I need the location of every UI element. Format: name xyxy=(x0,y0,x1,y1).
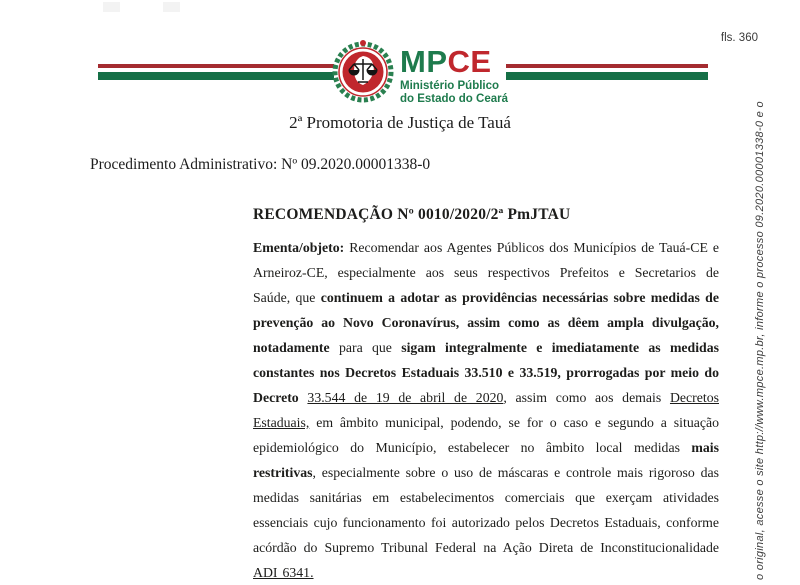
document-body: Ementa/objeto: Recomendar aos Agentes Públicos dos Municípios de Tauá-CE e Arneiroz-CE, especialmente aos seus respectivos Prefeitos e Secretarios de Saúde, que continuem a adotar as providências necessárias sobre medidas de prevenção ao Novo Coronavírus, assim como as dêem ampla divulgação, notadamente para que sigam integralmente e imediatamente as medidas constantes nos Decretos Estaduais 33.510 e 33.519, prorrogadas por meio do Decreto 33.544 de 19 de abril de 2020, assim como aos demais Decretos Estaduais, em âmbito municipal, podendo, se for o caso e segundo a situação epidemiológico do Município, estabelecer no âmbito local medidas mais restritivas, especialmente sobre o uso de máscaras e controle mais rigoroso das medidas sanitárias em estabelecimentos comerciais que exerçam atividades essenciais cujo funcionamento foi autorizado pelos Decretos Estaduais, conforme acórdão do Supremo Tribunal Federal na Ação Direta de Inconstitucionalidade ADI 6341. xyxy=(253,240,720,580)
promotoria-heading: 2ª Promotoria de Justiça de Tauá xyxy=(289,113,511,132)
scales-of-justice-icon xyxy=(332,36,396,106)
mpce-acronym-ce: CE xyxy=(447,44,492,79)
procedure-number: Procedimento Administrativo: Nº 09.2020.00001338-0 xyxy=(90,156,431,173)
folio-number: fls. 360 xyxy=(720,32,758,44)
org-name xyxy=(400,80,508,106)
mpce-acronym xyxy=(400,46,508,77)
scan-artifact xyxy=(163,2,180,12)
org-name-line2: do Estado do Ceará xyxy=(400,93,508,105)
scan-artifact xyxy=(103,2,120,12)
masthead-bar-red-left xyxy=(98,64,334,68)
masthead-bar-green-right xyxy=(506,72,708,80)
mpce-acronym-mp: MP xyxy=(400,44,448,79)
masthead-bar-red-right xyxy=(506,64,708,68)
mpce-wordmark xyxy=(400,46,508,106)
masthead-bar-green-left xyxy=(98,72,334,80)
authenticity-watermark: o original, acesse o site http://www.mpce.mp.br, informe o processo 09.2020.00001338-0 e o xyxy=(754,101,766,580)
org-name-line1: Ministério Público xyxy=(400,80,500,92)
document-content xyxy=(253,206,719,585)
document-title: RECOMENDAÇÃO Nº 0010/2020/2ª PmJTAU xyxy=(253,206,571,223)
